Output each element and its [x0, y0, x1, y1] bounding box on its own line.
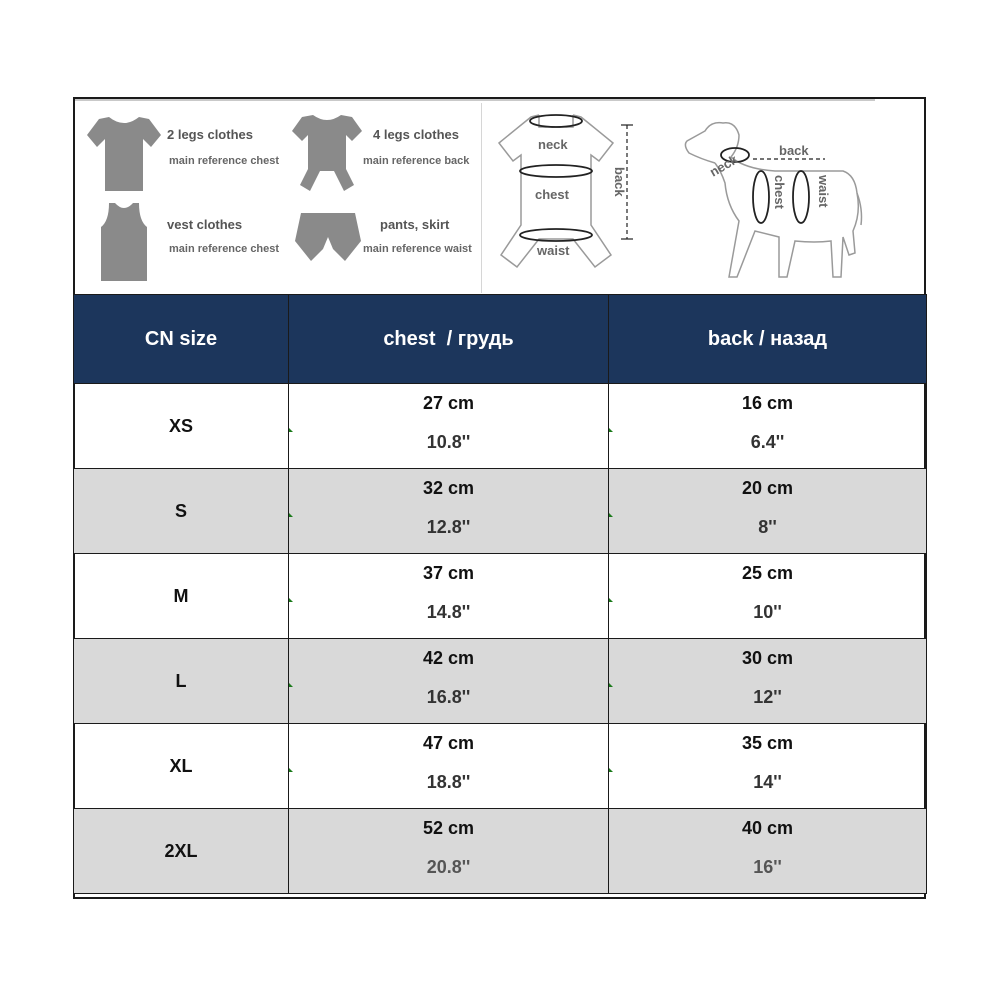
- garment-chest-label: chest: [535, 187, 569, 202]
- size-cell: XS: [74, 384, 289, 469]
- banner-top-rule: [75, 99, 875, 101]
- vest-title: vest clothes: [167, 217, 243, 232]
- chest-inch: 20.8'': [426, 857, 471, 877]
- chest-inch: 18.8'': [426, 772, 471, 792]
- back-cm: 16 cm: [741, 393, 794, 413]
- garment-back-label: back: [612, 167, 627, 197]
- back-inch: 10'': [753, 602, 782, 622]
- back-cm: 30 cm: [741, 648, 794, 668]
- two-legs-subtitle: main reference chest: [169, 155, 280, 167]
- garment-waist-label: waist: [537, 243, 570, 258]
- back-inch: 6.4'': [750, 432, 785, 452]
- four-legs-title: 4 legs clothes: [373, 127, 459, 142]
- back-cell: [609, 384, 927, 469]
- size-cell: L: [74, 639, 289, 724]
- two-legs-title: 2 legs clothes: [167, 127, 253, 142]
- back-cell: [609, 639, 927, 724]
- back-cell: [609, 469, 927, 554]
- header-chest: chest / грудь: [289, 295, 609, 384]
- size-cell: XL: [74, 724, 289, 809]
- chest-inch: 16.8'': [426, 687, 471, 707]
- back-cell: [609, 724, 927, 809]
- table-row: [74, 469, 927, 554]
- back-cm: 25 cm: [741, 563, 794, 583]
- dog-chest-label: chest: [772, 175, 787, 209]
- back-cm: 20 cm: [741, 478, 794, 498]
- cell-marker: [609, 513, 613, 517]
- size-table-header: [74, 295, 927, 384]
- chest-cm: 42 cm: [422, 648, 475, 668]
- cell-marker: [609, 768, 613, 772]
- chest-cell: [289, 639, 609, 724]
- dog-neck-label: neck: [707, 151, 741, 180]
- measurement-guide-banner: [75, 99, 924, 296]
- cell-marker: [289, 428, 293, 432]
- cell-marker: [609, 683, 613, 687]
- chest-inch: 14.8'': [426, 602, 471, 622]
- cell-marker: [289, 683, 293, 687]
- back-inch: 14'': [753, 772, 782, 792]
- chest-cell: [289, 384, 609, 469]
- chest-cell: [289, 554, 609, 639]
- four-legs-subtitle: main reference back: [363, 155, 470, 167]
- pants-subtitle: main reference waist: [363, 243, 472, 255]
- banner-divider: [481, 103, 482, 293]
- table-row: [74, 809, 927, 894]
- tshirt-icon: [85, 113, 163, 193]
- size-cell: M: [74, 554, 289, 639]
- chest-inch: 10.8'': [426, 432, 471, 452]
- garment-measure-diagram: [487, 105, 637, 291]
- cell-marker: [289, 768, 293, 772]
- pants-title: pants, skirt: [380, 217, 450, 232]
- chest-cell: [289, 809, 609, 894]
- chest-cm: 32 cm: [422, 478, 475, 498]
- cell-marker: [609, 598, 613, 602]
- dog-back-label: back: [779, 143, 809, 158]
- back-inch: 16'': [753, 857, 782, 877]
- chest-cm: 37 cm: [422, 563, 475, 583]
- cell-marker: [289, 598, 293, 602]
- back-inch: 12'': [753, 687, 782, 707]
- pants-icon: [293, 211, 363, 271]
- table-row: [74, 724, 927, 809]
- garment-neck-label: neck: [538, 137, 568, 152]
- size-cell: S: [74, 469, 289, 554]
- chest-cell: [289, 724, 609, 809]
- back-cm: 35 cm: [741, 733, 794, 753]
- dog-waist-label: waist: [816, 175, 831, 208]
- back-cm: 40 cm: [741, 818, 794, 838]
- back-cell: [609, 809, 927, 894]
- size-chart-frame: [73, 97, 926, 899]
- back-inch: 8'': [758, 517, 777, 537]
- chest-inch: 12.8'': [426, 517, 471, 537]
- table-row: [74, 554, 927, 639]
- chest-cell: [289, 469, 609, 554]
- cell-marker: [289, 513, 293, 517]
- cell-marker: [609, 428, 613, 432]
- chest-cm: 27 cm: [422, 393, 475, 413]
- jumpsuit-icon: [290, 111, 364, 195]
- chest-cm: 47 cm: [422, 733, 475, 753]
- vest-subtitle: main reference chest: [169, 243, 280, 255]
- table-row: [74, 384, 927, 469]
- size-cell: 2XL: [74, 809, 289, 894]
- table-row: [74, 639, 927, 724]
- back-cell: [609, 554, 927, 639]
- dog-measure-diagram: [675, 113, 865, 283]
- header-cn-size: CN size: [74, 295, 289, 384]
- chest-cm: 52 cm: [422, 818, 475, 838]
- vest-icon: [97, 201, 151, 283]
- header-back: back / назад: [609, 295, 927, 384]
- size-table: [73, 294, 927, 894]
